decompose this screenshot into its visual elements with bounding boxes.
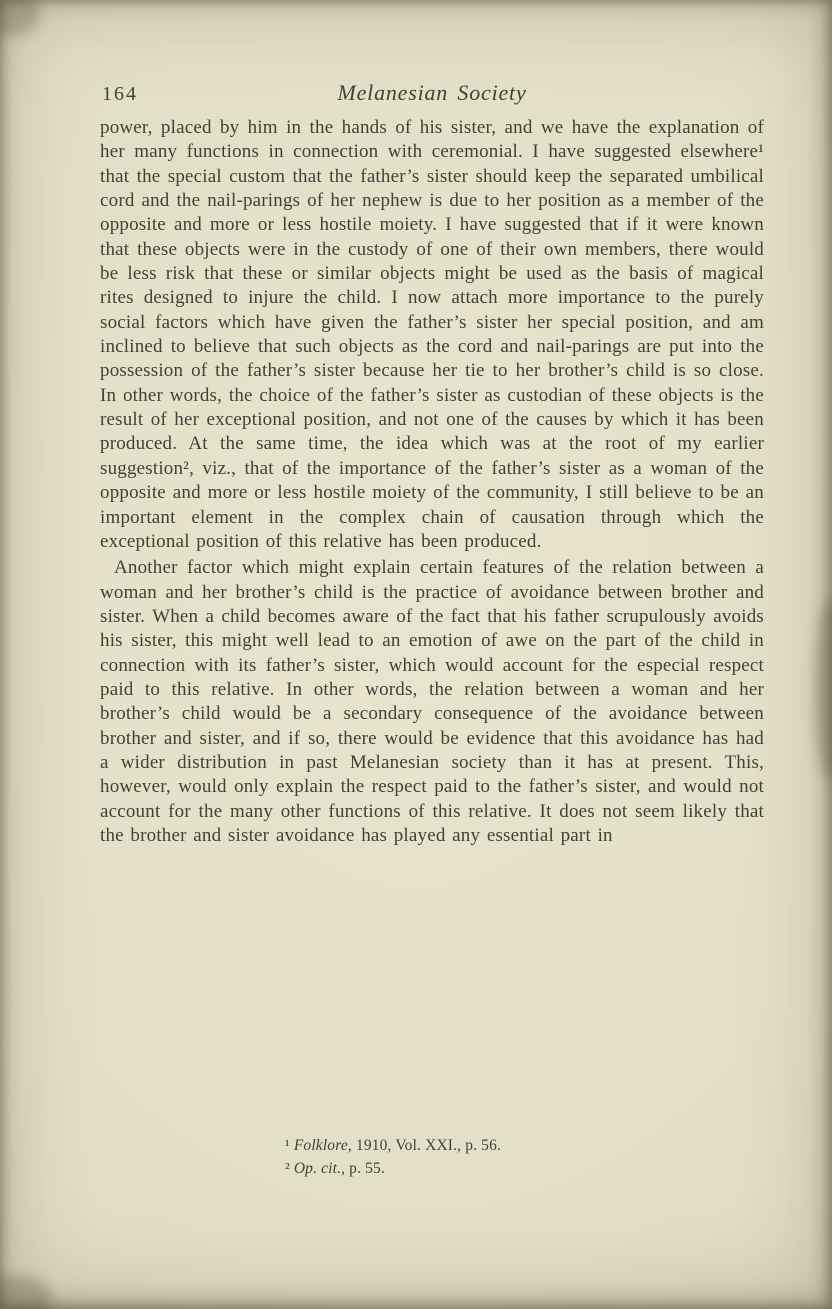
scan-smudge [814,600,832,780]
body-paragraph-2: Another factor which might explain certain features of the relation between a woman and her brother’s child is the practice of avoidance between brother and sister. When a child becomes aware of the fact that his father scrupulously avoids his sister, this might well lead to an emotion of awe on the part of the child in connection with its father’s sister, which would account for the especial respect paid to this relative. In other words, the relation between a woman and her brother’s child would be a secondary consequence of the avoidance between brother and sister, and if so, there would be evidence that this avoidance has had a wider distribution in past Melanesian society than it has at present. This, however, would only explain the respect paid to the father’s sister, and would not account for the many other functions of this relative. It does not seem likely that the brother and sister avoidance has played any essential part in [100,557,764,846]
footnote-detail: , 1910, Vol. XXI., p. 56. [347,1137,502,1154]
footnote-2 [285,1157,501,1180]
scan-smudge [0,0,40,36]
footnote-source: Folklore [293,1137,348,1154]
footnote-detail: , p. 55. [341,1160,385,1177]
running-title: Melanesian Society [337,80,527,105]
footnote-source: Op. cit. [293,1160,342,1177]
page-body [100,116,764,848]
page-number: 164 [102,83,138,105]
body-paragraph-1: power, placed by him in the hands of his sister, and we have the explanation of her many functions in connection with ceremonial. I have suggested elsewhere¹ that the special custom that the father’s sister should keep the separated umbilical cord and the nail-parings of her nephew is due to her position as a member of the opposite and more or less hostile moiety. I have suggested that if it were known that these objects were in the custody of one of their own members, there would be less risk that these or similar objects might be used as the basis of magical rites designed to injure the child. I now attach more importance to the purely social factors which have given the father’s sister her special position, and am inclined to believe that such objects as the cord and nail-parings are put into the possession of the father’s sister because her tie to her brother’s child is so close. In other words, the choice of the father’s sister as custodian of these objects is the result of her exceptional position, and not one of the causes by which it has been produced. At the same time, the idea which was at the root of my earlier suggestion², viz., that of the importance of the father’s sister as a woman of the opposite and more or less hostile moiety of the community, I still believe to be an important element in the complex chain of causation through which the exceptional position of this relative has been produced. [100,117,764,552]
footnote-marker: ² [285,1160,290,1177]
scan-smudge [0,1275,52,1309]
footnote-1 [285,1134,501,1157]
footnote-marker: ¹ [285,1137,290,1154]
page-header [100,80,764,112]
footnotes [285,1134,501,1180]
